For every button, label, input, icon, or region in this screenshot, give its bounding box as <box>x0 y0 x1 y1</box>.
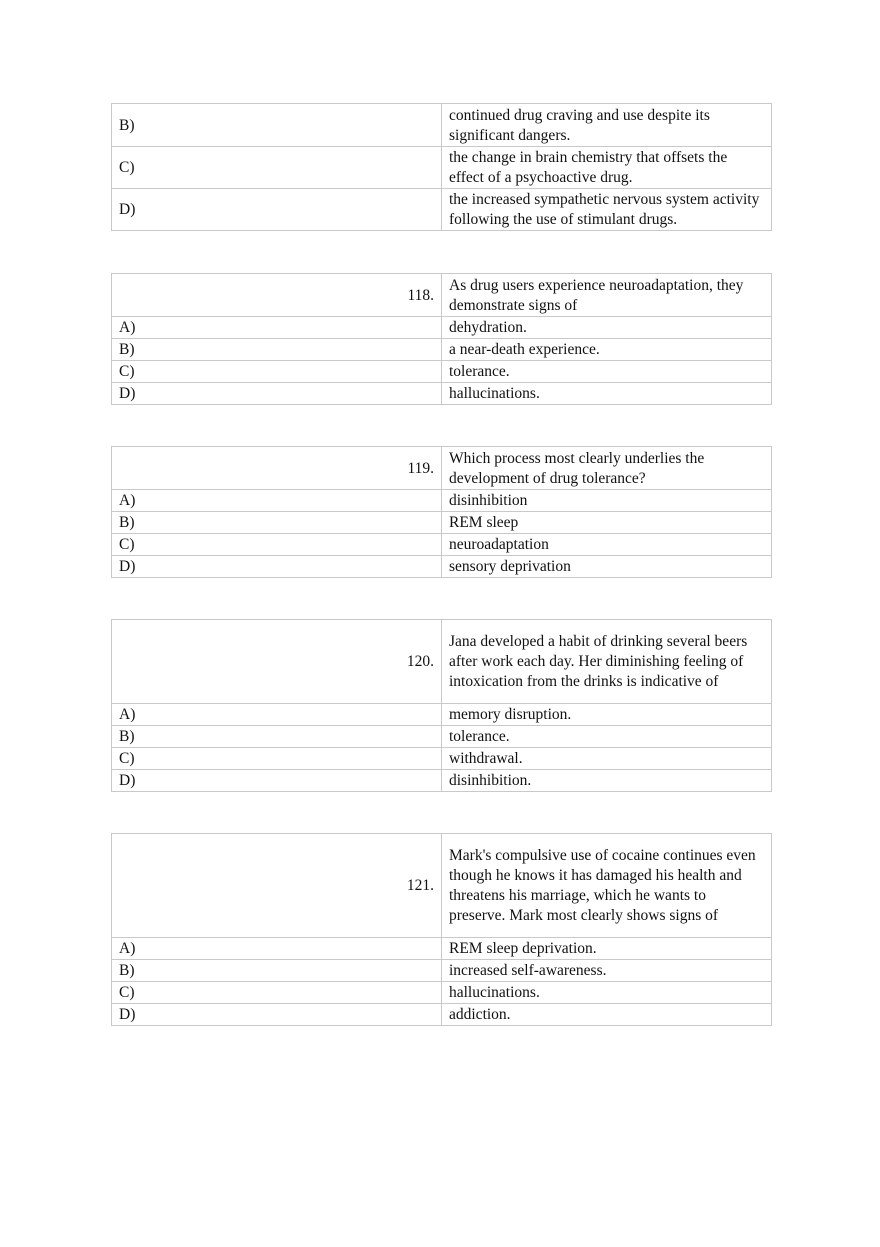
option-row <box>112 147 772 189</box>
option-text: neuroadaptation <box>442 534 772 556</box>
option-letter: A) <box>112 704 442 726</box>
question-number: 120. <box>112 620 442 704</box>
option-row <box>112 189 772 231</box>
option-text: tolerance. <box>442 726 772 748</box>
option-letter: D) <box>112 383 442 405</box>
question-stem: Mark's compulsive use of cocaine continues even though he knows it has damaged his health and threatens his marriage, which he wants to preserve. Mark most clearly shows signs of <box>442 834 772 938</box>
option-letter: D) <box>112 770 442 792</box>
question-117-continued-table <box>111 103 772 231</box>
option-letter: C) <box>112 534 442 556</box>
option-row <box>112 361 772 383</box>
option-letter: D) <box>112 1004 442 1026</box>
option-row <box>112 534 772 556</box>
option-text: a near-death experience. <box>442 339 772 361</box>
option-text: addiction. <box>442 1004 772 1026</box>
option-row <box>112 383 772 405</box>
option-row <box>112 726 772 748</box>
option-letter: D) <box>112 189 442 231</box>
option-text: REM sleep deprivation. <box>442 938 772 960</box>
option-text: the change in brain chemistry that offsets the effect of a psychoactive drug. <box>442 147 772 189</box>
option-text: sensory deprivation <box>442 556 772 578</box>
option-text: REM sleep <box>442 512 772 534</box>
option-text: memory disruption. <box>442 704 772 726</box>
option-text: dehydration. <box>442 317 772 339</box>
option-row <box>112 490 772 512</box>
option-text: disinhibition. <box>442 770 772 792</box>
option-letter: B) <box>112 339 442 361</box>
option-text: hallucinations. <box>442 982 772 1004</box>
option-row <box>112 556 772 578</box>
option-text: tolerance. <box>442 361 772 383</box>
option-row <box>112 104 772 147</box>
option-letter: A) <box>112 938 442 960</box>
option-row <box>112 512 772 534</box>
option-text: continued drug craving and use despite its significant dangers. <box>442 104 772 147</box>
question-number: 121. <box>112 834 442 938</box>
question-stem-row <box>112 620 772 704</box>
question-stem: Jana developed a habit of drinking several beers after work each day. Her diminishing feeling of intoxication from the drinks is indicative of <box>442 620 772 704</box>
question-number: 119. <box>112 447 442 490</box>
option-letter: B) <box>112 104 442 147</box>
question-stem-row <box>112 834 772 938</box>
option-letter: B) <box>112 960 442 982</box>
question-stem-row <box>112 447 772 490</box>
question-stem: As drug users experience neuroadaptation, they demonstrate signs of <box>442 274 772 317</box>
question-121-table <box>111 833 772 1026</box>
option-letter: A) <box>112 490 442 512</box>
question-120-table <box>111 619 772 792</box>
option-row <box>112 748 772 770</box>
question-118-table <box>111 273 772 405</box>
option-text: disinhibition <box>442 490 772 512</box>
option-row <box>112 317 772 339</box>
option-row <box>112 982 772 1004</box>
option-letter: C) <box>112 147 442 189</box>
question-stem-row <box>112 274 772 317</box>
option-row <box>112 960 772 982</box>
option-letter: C) <box>112 361 442 383</box>
option-letter: C) <box>112 748 442 770</box>
option-row <box>112 704 772 726</box>
option-letter: B) <box>112 512 442 534</box>
option-text: withdrawal. <box>442 748 772 770</box>
option-letter: A) <box>112 317 442 339</box>
question-119-table <box>111 446 772 578</box>
option-text: hallucinations. <box>442 383 772 405</box>
option-text: increased self-awareness. <box>442 960 772 982</box>
question-number: 118. <box>112 274 442 317</box>
option-text: the increased sympathetic nervous system activity following the use of stimulant drugs. <box>442 189 772 231</box>
option-letter: B) <box>112 726 442 748</box>
option-letter: C) <box>112 982 442 1004</box>
option-row <box>112 339 772 361</box>
option-row <box>112 1004 772 1026</box>
option-letter: D) <box>112 556 442 578</box>
question-stem: Which process most clearly underlies the development of drug tolerance? <box>442 447 772 490</box>
option-row <box>112 770 772 792</box>
option-row <box>112 938 772 960</box>
